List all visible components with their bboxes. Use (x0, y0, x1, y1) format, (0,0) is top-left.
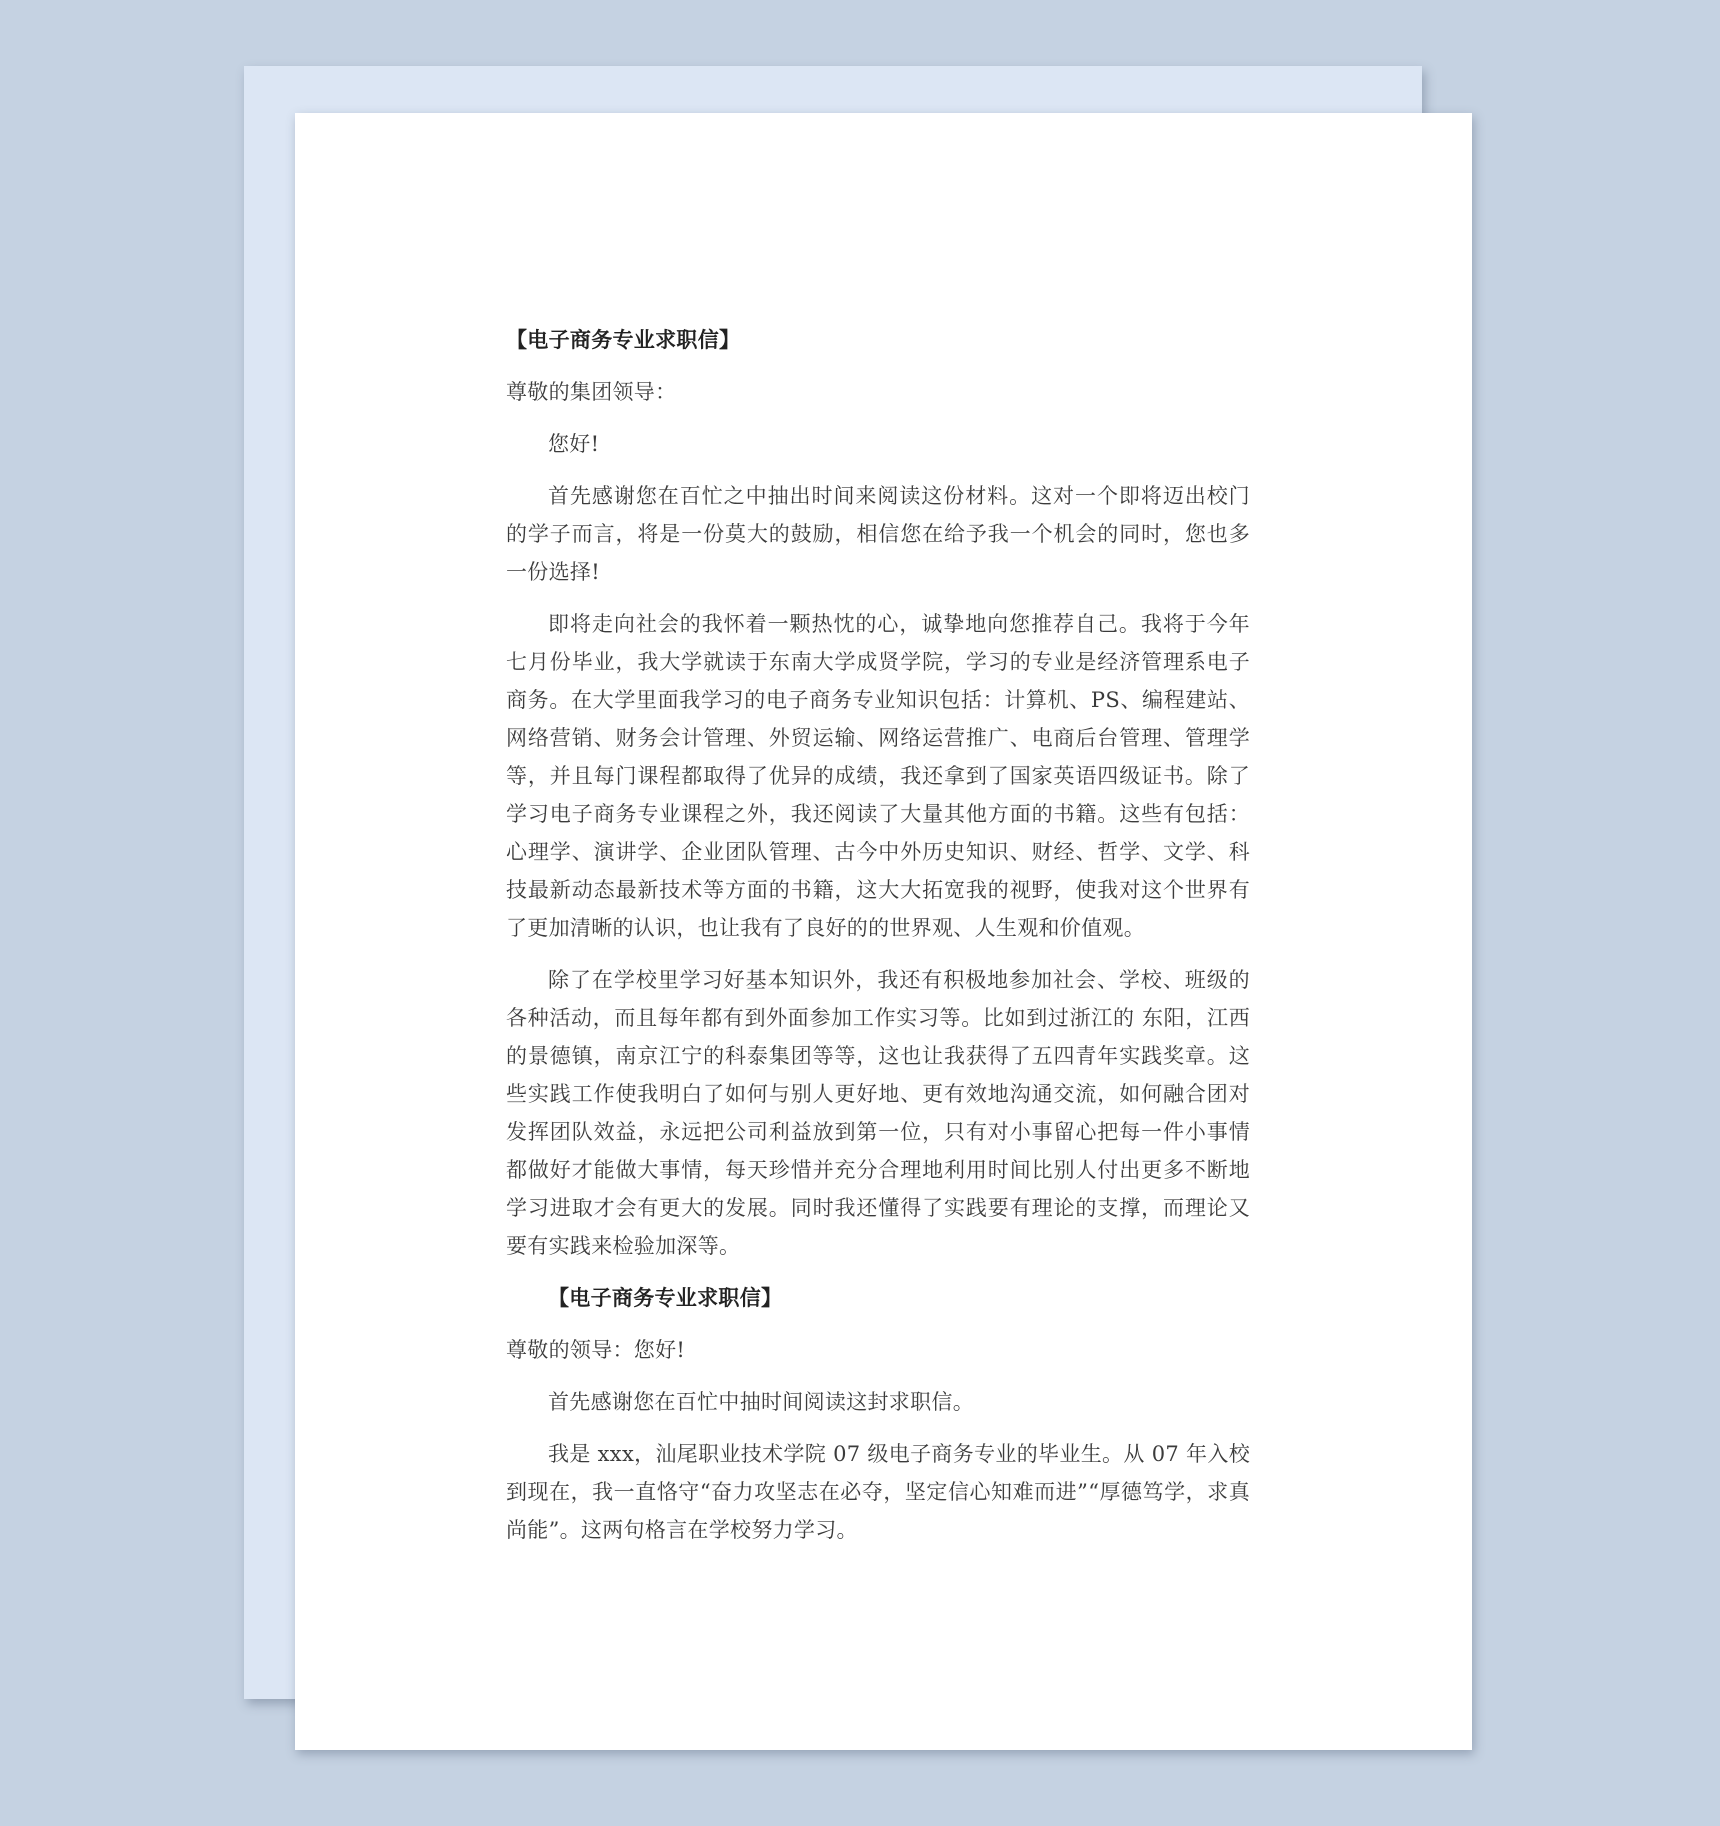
paragraph-2: 即将走向社会的我怀着一颗热忱的心，诚挚地向您推荐自己。我将于今年七月份毕业，我大学就读于东南大学成贤学院，学习的专业是经济管理系电子商务。在大学里面我学习的电子商务专业知识包括：计算机、PS、编程建站、网络营销、财务会计管理、外贸运输、网络运营推广、电商后台管理、管理学等，并且每门课程都取得了优异的成绩，我还拿到了国家英语四级证书。除了学习电子商务专业课程之外，我还阅读了大量其他方面的书籍。这些有包括：心理学、演讲学、企业团队管理、古今中外历史知识、财经、哲学、文学、科技最新动态最新技术等方面的书籍，这大大拓宽我的视野，使我对这个世界有了更加清晰的认识，也让我有了良好的的世界观、人生观和价值观。 (506, 612, 1250, 940)
document-title-2: 【电子商务专业求职信】 (548, 1285, 783, 1310)
paragraph-5: 我是 xxx，汕尾职业技术学院 07 级电子商务专业的毕业生。从 07 年入校到现在，我一直恪守“奋力攻坚志在必夺，坚定信心知难而进”“厚德笃学，求真尚能”。这两句格言在学校努力学习。 (506, 1442, 1250, 1542)
paragraph-4: 首先感谢您在百忙中抽时间阅读这封求职信。 (548, 1390, 974, 1414)
salutation-1: 尊敬的集团领导： (506, 380, 677, 404)
document-body (506, 321, 1250, 1563)
front-page-sheet (295, 113, 1472, 1750)
greeting-1: 您好! (548, 432, 600, 456)
document-title-1: 【电子商务专业求职信】 (506, 327, 741, 352)
salutation-2: 尊敬的领导：您好! (506, 1338, 686, 1362)
paragraph-1: 首先感谢您在百忙之中抽出时间来阅读这份材料。这对一个即将迈出校门的学子而言，将是一份莫大的鼓励，相信您在给予我一个机会的同时，您也多一份选择! (506, 484, 1250, 584)
paragraph-3: 除了在学校里学习好基本知识外，我还有积极地参加社会、学校、班级的各种活动，而且每年都有到外面参加工作实习等。比如到过浙江的 东阳，江西的景德镇，南京江宁的科泰集团等等，这也让我获得了五四青年实践奖章。这些实践工作使我明白了如何与别人更好地、更有效地沟通交流，如何融合团对发挥团队效益，永远把公司利益放到第一位，只有对小事留心把每一件小事情都做好才能做大事情，每天珍惜并充分合理地利用时间比别人付出更多不断地学习进取才会有更大的发展。同时我还懂得了实践要有理论的支撑，而理论又要有实践来检验加深等。 (506, 968, 1250, 1258)
